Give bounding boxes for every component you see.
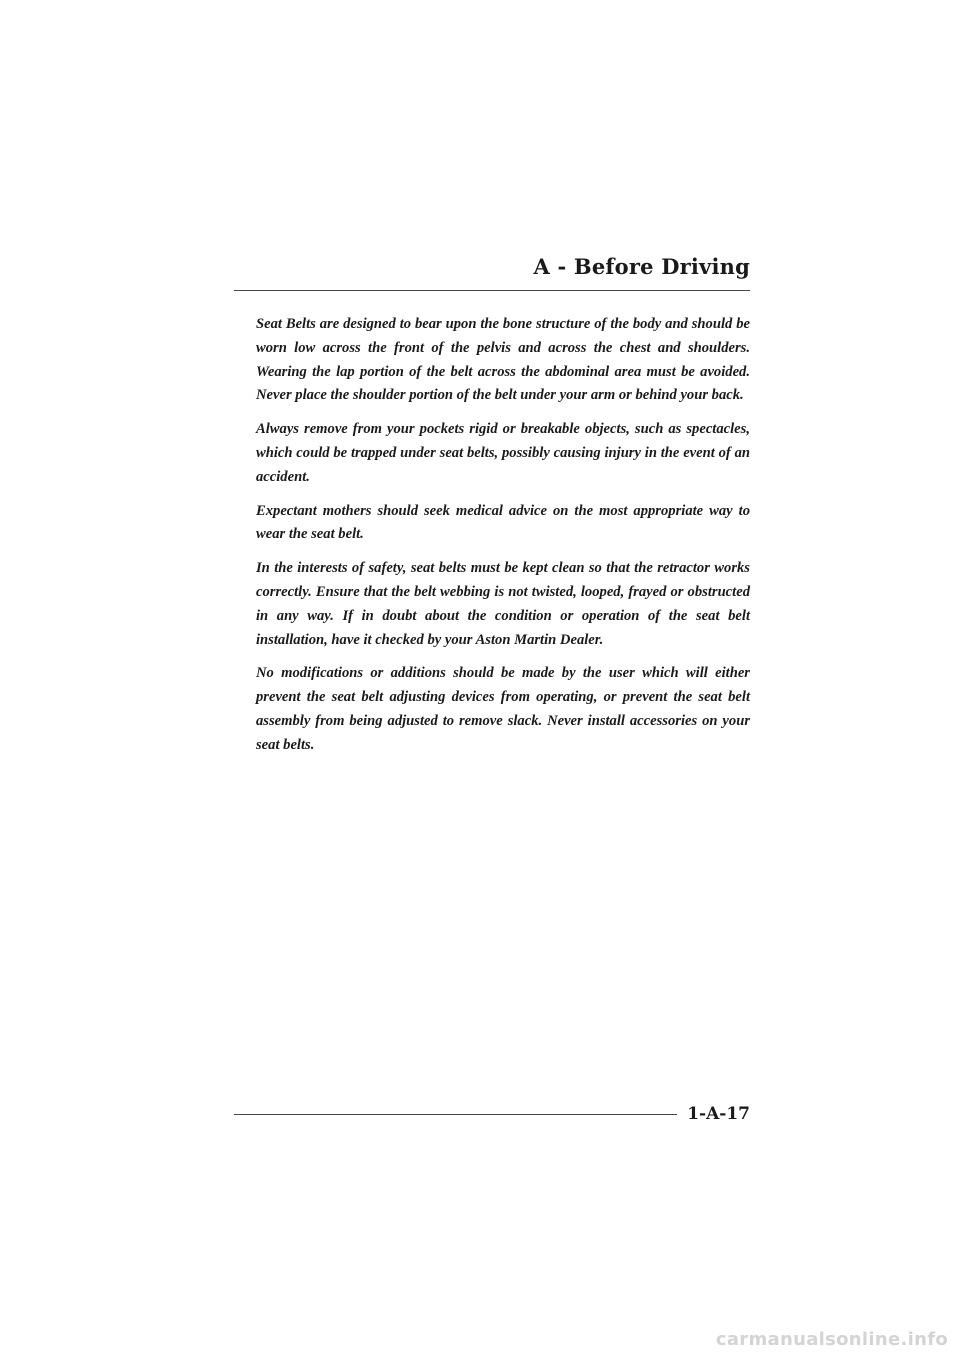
paragraph-seat-belt-positioning: Seat Belts are designed to bear upon the bone structure of the body and should be worn low across the front of the pelvis and across the chest and shoulders. Wearing the lap portion of the belt across the abdominal area must be avoided. Never place the shoulder portion of the belt under your arm or behind your back.: [256, 316, 750, 404]
page-header: [234, 252, 750, 282]
page-number: 1-A-17: [687, 1104, 750, 1124]
paragraph-expectant-mothers: Expectant mothers should seek medical advice on the most appropriate way to wear the seat belt.: [256, 502, 750, 543]
paragraph-no-modifications: No modifications or additions should be made by the user which will either prevent the seat belt adjusting devices from operating, or prevent the seat belt assembly from being adjusted to remove slack. Never install accessories on your seat belts.: [256, 665, 750, 753]
body-text: [256, 313, 750, 768]
page-footer: [234, 1099, 750, 1129]
footer-divider: [234, 1114, 677, 1115]
header-divider: [234, 290, 750, 291]
watermark: carmanualsonline.info: [715, 1329, 948, 1350]
paragraph-remove-objects: Always remove from your pockets rigid or breakable objects, such as spectacles, which could be trapped under seat belts, possibly causing injury in the event of an accident.: [256, 421, 750, 485]
section-title: A - Before Driving: [533, 254, 750, 279]
paragraph-belt-maintenance: In the interests of safety, seat belts must be kept clean so that the retractor works correctly. Ensure that the belt webbing is not twisted, looped, frayed or obstructed in any way. If in doubt about the condition or operation of the seat belt installation, have it checked by your Aston Martin Dealer.: [256, 560, 750, 648]
